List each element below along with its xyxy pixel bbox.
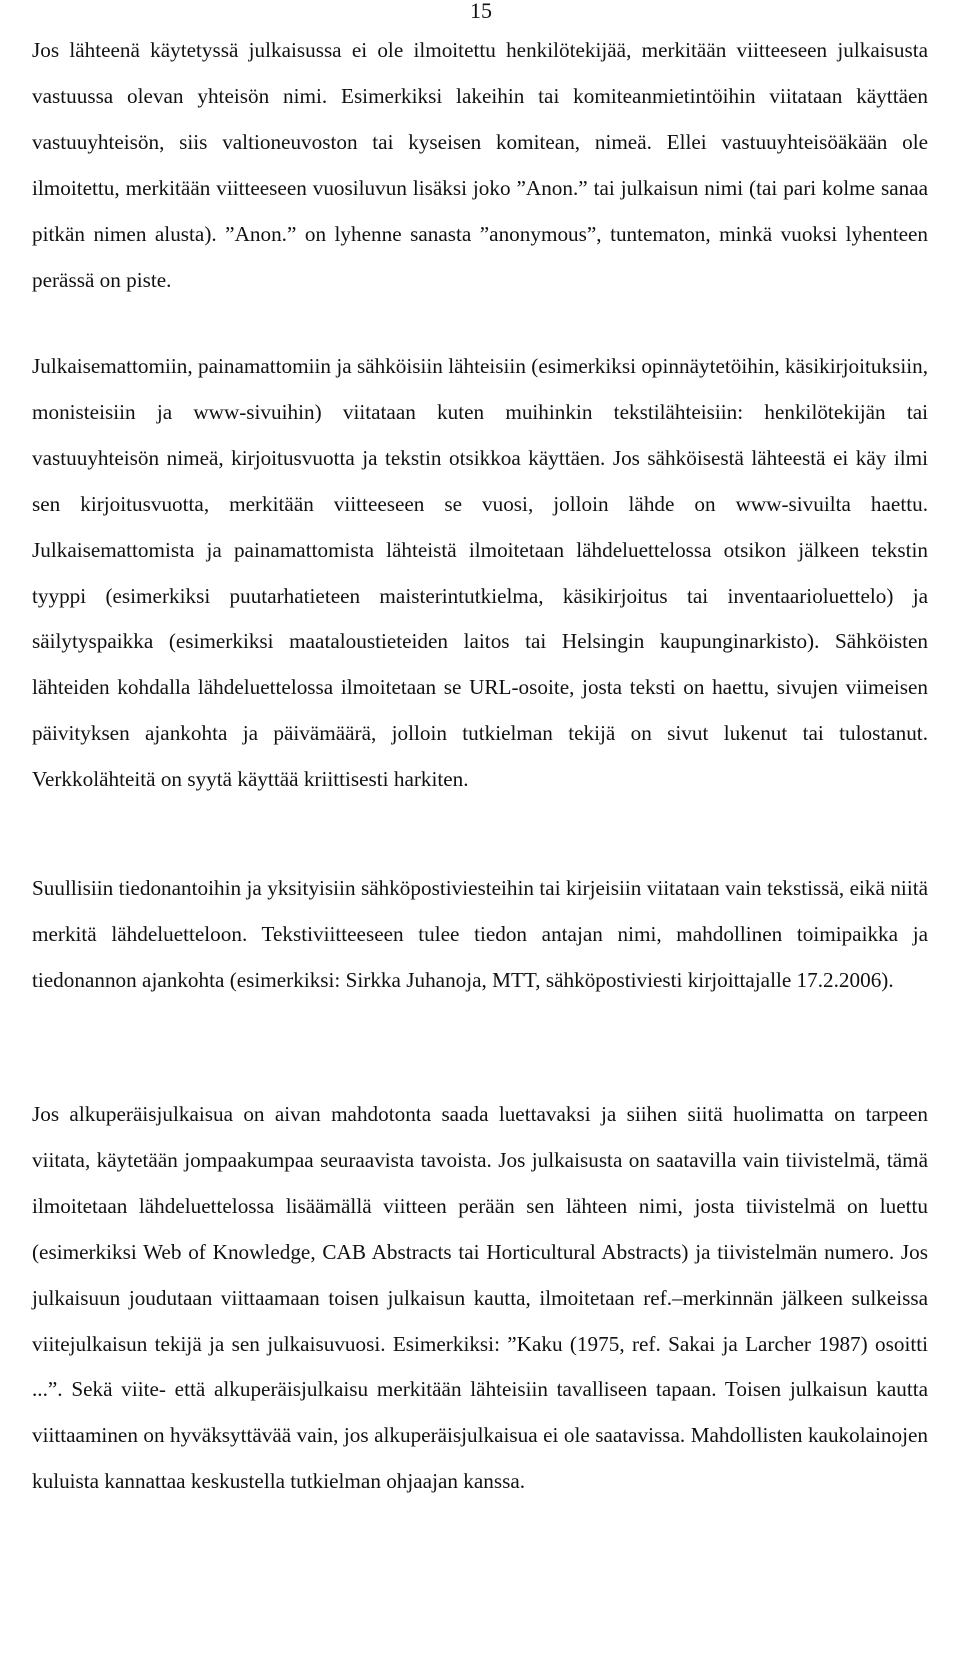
paragraph-anonymous-sources: Jos lähteenä käytetyssä julkaisussa ei ole ilmoitettu henkilötekijää, merkitään viitteeseen julkaisusta vastuussa olevan yhteisön nimi. Esimerkiksi lakeihin tai komiteanmietintöihin viitataan käyttäen vastuuyhteisön, siis valtioneuvoston tai kyseisen komitean, nimeä. Ellei vastuuyhteisöäkään ole ilmoitettu, merkitään viitteeseen vuosiluvun lisäksi joko ”Anon.” tai julkaisun nimi (tai pari kolme sanaa pitkän nimen alusta). ”Anon.” on lyhenne sanasta ”anonymous”, tuntematon, minkä vuoksi lyhenteen perässä on piste. xyxy=(32,38,928,292)
paragraph-unpublished-electronic-sources: Julkaisemattomiin, painamattomiin ja sähköisiin lähteisiin (esimerkiksi opinnäytetöihin, käsikirjoituksiin, monisteisiin ja www-sivuihin) viitataan kuten muihinkin tekstilähteisiin: henkilötekijän tai vastuuyhteisön nimeä, kirjoitusvuotta ja tekstin otsikkoa käyttäen. Jos sähköisestä lähteestä ei käy ilmi sen kirjoitusvuotta, merkitään viitteeseen se vuosi, jolloin lähde on www-sivuilta haettu. Julkaisemattomista ja painamattomista lähteistä ilmoitetaan lähdeluettelossa otsikon jälkeen tekstin tyyppi (esimerkiksi puutarhatieteen maisterintutkielma, käsikirjoitus tai inventaarioluettelo) ja säilytyspaikka (esimerkiksi maataloustieteiden laitos tai Helsingin kaupunginarkisto). Sähköisten lähteiden kohdalla lähdeluettelossa ilmoitetaan se URL-osoite, josta teksti on haettu, sivujen viimeisen päivityksen ajankohta ja päivämäärä, jolloin tutkielman tekijä on sivut lukenut tai tulostanut. Verkkolähteitä on syytä käyttää kriittisesti harkiten. xyxy=(32,354,928,792)
paragraph-oral-communications: Suullisiin tiedonantoihin ja yksityisiin sähköpostiviesteihin tai kirjeisiin viitataan vain tekstissä, eikä niitä merkitä lähdeluetteloon. Tekstiviitteeseen tulee tiedon antajan nimi, mahdollinen toimipaikka ja tiedonannon ajankohta (esimerkiksi: Sirkka Juhanoja, MTT, sähköpostiviesti kirjoittajalle 17.2.2006). xyxy=(32,876,928,992)
page-number: 15 xyxy=(470,0,492,23)
paragraph-secondary-citations: Jos alkuperäisjulkaisua on aivan mahdotonta saada luettavaksi ja siihen siitä huolimatta on tarpeen viitata, käytetään jompaakumpaa seuraavista tavoista. Jos julkaisusta on saatavilla vain tiivistelmä, tämä ilmoitetaan lähdeluettelossa lisäämällä viitteen perään sen lähteen nimi, josta tiivistelmä on luettu (esimerkiksi Web of Knowledge, CAB Abstracts tai Horticultural Abstracts) ja tiivistelmän numero. Jos julkaisuun joudutaan viittaamaan toisen julkaisun kautta, ilmoitetaan ref.–merkinnän jälkeen sulkeissa viitejulkaisun tekijä ja sen julkaisuvuosi. Esimerkiksi: ”Kaku (1975, ref. Sakai ja Larcher 1987) osoitti ...”. Sekä viite- että alkuperäisjulkaisu merkitään lähteisiin tavalliseen tapaan. Toisen julkaisun kautta viittaaminen on hyväksyttävää vain, jos alkuperäisjulkaisua ei ole saatavissa. Mahdollisten kaukolainojen kuluista kannattaa keskustella tutkielman ohjaajan kanssa. xyxy=(32,1102,928,1494)
